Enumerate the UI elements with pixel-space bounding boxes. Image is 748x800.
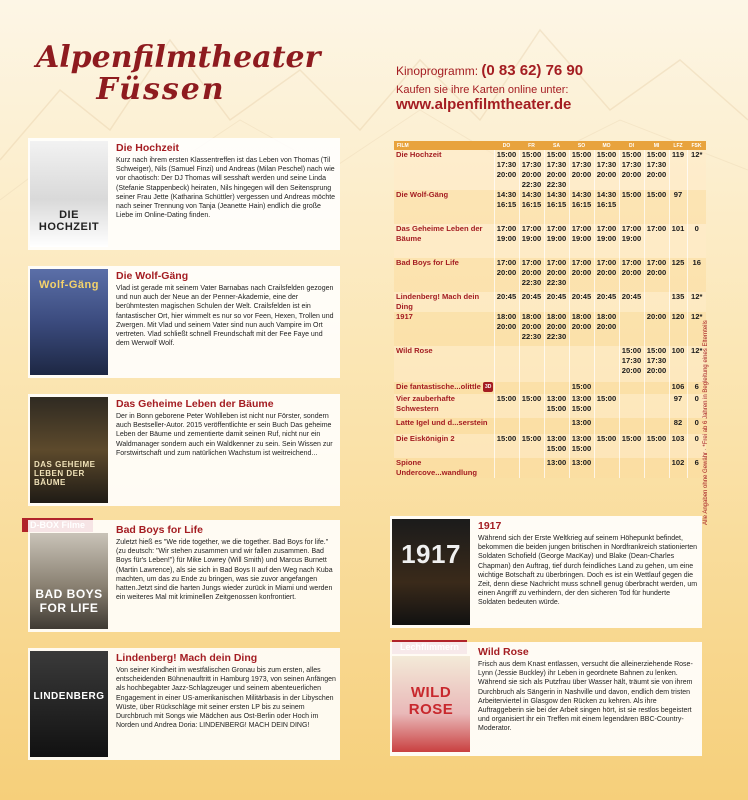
poster-title: LINDENBERG	[33, 691, 105, 702]
schedule-cell-fr: 17:00 20:00 22:30	[519, 258, 544, 292]
schedule-cell-di: 17:00 20:00	[619, 258, 644, 292]
schedule-cell-mi: 15:00	[644, 190, 669, 224]
film-name-text: Das Geheime Leben der Bäume	[396, 224, 483, 243]
schedule-cell-sa	[544, 346, 569, 382]
schedule-cell-mo: 17:00 20:00	[594, 258, 619, 292]
badge-3d: 3D	[484, 384, 492, 390]
poster-wolf-gaeng	[30, 269, 108, 375]
film-card-lindenberg	[28, 648, 340, 760]
schedule-cell-fsk: 12*	[687, 312, 706, 346]
schedule-cell-mo: 20:45	[594, 292, 619, 312]
schedule-cell-so: 17:00 19:00	[569, 224, 594, 258]
schedule-row	[394, 224, 706, 258]
schedule-film-name	[394, 346, 494, 382]
schedule-cell-sa	[544, 382, 569, 394]
schedule-cell-so: 20:45	[569, 292, 594, 312]
film-title: 1917	[478, 520, 502, 532]
schedule-cell-lfz: 106	[669, 382, 687, 394]
schedule-cell-mo: 18:00 20:00	[594, 312, 619, 346]
film-name-text: Die fantastische...olittle	[396, 382, 481, 391]
schedule-cell-lfz: 125	[669, 258, 687, 292]
schedule-cell-sa: 20:45	[544, 292, 569, 312]
schedule-cell-di	[619, 382, 644, 394]
schedule-cell-fr: 18:00 20:00 22:30	[519, 312, 544, 346]
film-card-wolf-gaeng	[28, 266, 340, 378]
header-lfz: LFZ	[669, 141, 687, 150]
film-title: Das Geheime Leben der Bäume	[116, 398, 274, 410]
schedule-row	[394, 190, 706, 224]
header-film: FILM	[394, 141, 494, 150]
film-name-text: Die Hochzeit	[396, 150, 442, 159]
schedule-cell-mi: 17:00	[644, 224, 669, 258]
header-sa: SA	[544, 141, 569, 150]
schedule-cell-do: 20:45	[494, 292, 519, 312]
schedule-cell-sa: 15:00 17:30 20:00 22:30	[544, 150, 569, 190]
schedule-cell-fsk: 6	[687, 382, 706, 394]
schedule-cell-sa: 14:30 16:15	[544, 190, 569, 224]
schedule-cell-sa: 13:00 15:00	[544, 394, 569, 418]
schedule-film-name	[394, 418, 494, 434]
tickets-label: Kaufen sie ihre Karten online unter:	[396, 84, 569, 96]
schedule-cell-fr: 15:00 17:30 20:00 22:30	[519, 150, 544, 190]
featured-card-1917	[390, 516, 702, 628]
schedule-cell-so: 17:00 20:00	[569, 258, 594, 292]
poster-geheime-leben	[30, 397, 108, 503]
film-title: Wild Rose	[478, 646, 529, 658]
schedule-cell-mi: 15:00 17:30 20:00	[644, 150, 669, 190]
film-description: Vlad ist gerade mit seinem Vater Barnabas nach Crailsfelden gezogen und nun auch der Neue an der Penner-Akademie, eine der berühmtesten magischen Schulen der Welt. Crailsfelden ist ein fantastischer Ort, hier wimmelt es nur so vor Feen, Hexen, Trollen und Zwergen. Mit Vlad und seinem Vater sind nun auch Vampire im Ort vertreten. Vlad schließt schnell Freundschaft mit der Fee Faye und dem Werwolf Wolf.	[116, 285, 334, 348]
schedule-film-name	[394, 224, 494, 258]
schedule-cell-so: 13:00	[569, 458, 594, 478]
schedule-row	[394, 458, 706, 478]
film-card-die-hochzeit	[28, 138, 340, 250]
schedule-row	[394, 312, 706, 346]
schedule-film-name	[394, 382, 494, 394]
schedule-cell-lfz: 103	[669, 434, 687, 458]
schedule-film-name	[394, 434, 494, 458]
schedule-cell-so: 13:00 15:00	[569, 394, 594, 418]
schedule-cell-mo	[594, 382, 619, 394]
schedule-cell-fsk: 0	[687, 434, 706, 458]
film-title: Bad Boys for Life	[116, 524, 203, 536]
film-title: Die Hochzeit	[116, 142, 180, 154]
schedule-cell-mi: 15:00	[644, 434, 669, 458]
film-name-text: Die Wolf-Gäng	[396, 190, 449, 199]
schedule-table	[394, 141, 706, 478]
schedule-cell-mi	[644, 418, 669, 434]
schedule-cell-fr	[519, 382, 544, 394]
poster-title: DAS GEHEIME LEBEN DER BÄUME	[34, 460, 96, 487]
schedule-cell-so: 18:00 20:00	[569, 312, 594, 346]
schedule-cell-di	[619, 312, 644, 346]
schedule-cell-so	[569, 346, 594, 382]
schedule-cell-di: 15:00 17:30 20:00	[619, 150, 644, 190]
header-fr: FR	[519, 141, 544, 150]
poster-1917	[392, 519, 470, 625]
film-name-text: Bad Boys for Life	[396, 258, 459, 267]
schedule-cell-do	[494, 382, 519, 394]
schedule-cell-mo: 17:00 19:00	[594, 224, 619, 258]
cinema-logo	[36, 40, 321, 107]
film-name-text: Die Eiskönigin 2	[396, 434, 455, 443]
schedule-row	[394, 292, 706, 312]
schedule-row	[394, 394, 706, 418]
schedule-cell-do: 17:00 20:00	[494, 258, 519, 292]
schedule-cell-do: 15:00	[494, 394, 519, 418]
header-do: DO	[494, 141, 519, 150]
schedule-cell-do: 18:00 20:00	[494, 312, 519, 346]
footnote-vertical: Alle Angaben ohne Gewähr · *Frei ab 6 Jahren in Begleitung eines Elternteils	[703, 320, 709, 525]
schedule-cell-lfz: 97	[669, 394, 687, 418]
schedule-cell-sa: 17:00 20:00 22:30	[544, 258, 569, 292]
schedule-cell-so: 14:30 16:15	[569, 190, 594, 224]
schedule-cell-fr: 15:00	[519, 434, 544, 458]
film-name-text: Lindenberg! Mach dein Ding	[396, 292, 480, 311]
phone-number: (0 83 62) 76 90	[481, 62, 584, 79]
schedule-cell-fsk: 0	[687, 418, 706, 434]
schedule-cell-do: 17:00 19:00	[494, 224, 519, 258]
schedule-cell-do	[494, 346, 519, 382]
schedule-cell-fr: 20:45	[519, 292, 544, 312]
schedule-cell-mo: 14:30 16:15	[594, 190, 619, 224]
poster-title: Wolf-Gäng	[39, 279, 99, 291]
featured-card-wild-rose	[390, 642, 702, 756]
schedule-cell-mo	[594, 346, 619, 382]
schedule-cell-mi: 17:00 20:00	[644, 258, 669, 292]
film-description: Frisch aus dem Knast entlassen, versucht die alleinerziehende Rose-Lynn (Jessie Buckley) ihr Leben in geordnete Bahnen zu lenken. Während sie sich als Putzfrau über Wasser hält, träumt sie von ihrem Durchbruch als Sängerin in Nashville und davon, endlich dem tristen Arbeiterviertel in Glasgow den Rücken zu kehren. Als ihre Auftraggeberin sie bei der Arbeit singen hört, ist sie restlos begeistert und organisiert ihr ein Treffen mit einem legendären BBC-Country-Moderator.	[478, 661, 693, 733]
film-description: Während sich der Erste Weltkrieg auf seinem Höhepunkt befindet, bekommen die beiden jungen britischen in Nordfrankreich stationierten Soldaten Schofield (George MacKay) und Blake (Dean-Charles Chapman) den Auftrag, tief durch feindliches Land zu gehen, um eine wichtige Botschaft zu überbringen. Doch es ist ein Wettlauf gegen die Zeit, denn diese Nachricht muss schnell genug überbracht werden, um einen Angriff zu verhindern, der den sicheren Tod für hunderte Soldaten bedeuten würde.	[478, 535, 698, 607]
schedule-film-name	[394, 150, 494, 190]
schedule-row	[394, 382, 706, 394]
schedule-film-name	[394, 292, 494, 312]
schedule-cell-mo: 15:00 17:30 20:00	[594, 150, 619, 190]
poster-wild-rose	[392, 656, 470, 752]
schedule-cell-fr: 14:30 16:15	[519, 190, 544, 224]
schedule-cell-lfz: 97	[669, 190, 687, 224]
schedule-cell-di: 15:00 17:30 20:00	[619, 346, 644, 382]
schedule-film-name	[394, 394, 494, 418]
schedule-cell-mi	[644, 394, 669, 418]
schedule-cell-fsk: 0	[687, 394, 706, 418]
schedule-cell-so: 15:00 17:30 20:00	[569, 150, 594, 190]
schedule-cell-fsk: 12*	[687, 292, 706, 312]
film-name-text: Spione Undercove...wandlung	[396, 458, 478, 477]
header-mo: MO	[594, 141, 619, 150]
schedule-cell-fsk: 12*	[687, 150, 706, 190]
film-name-text: Wild Rose	[396, 346, 433, 355]
schedule-cell-mo	[594, 458, 619, 478]
header-di: DI	[619, 141, 644, 150]
schedule-row	[394, 150, 706, 190]
schedule-cell-do: 15:00 17:30 20:00	[494, 150, 519, 190]
logo-title: Alpenfilmtheater	[36, 40, 321, 75]
poster-title: 1917	[401, 539, 461, 569]
poster-bad-boys	[30, 533, 108, 629]
film-title: Lindenberg! Mach dein Ding	[116, 652, 258, 664]
phone-label: Kinoprogramm:	[396, 64, 479, 78]
schedule-cell-do: 15:00	[494, 434, 519, 458]
film-description: Von seiner Kindheit im westfälischen Gronau bis zum ersten, alles entscheidenden Bühnenauftritt in Hamburg 1973, von seinen Anfängen als hochbegabter Jazz-Schlagzeuger und seinem abenteuerlichen Engagement in einer US-amerikanischen Militärbasis in der Libyschen Wüste, über Rückschläge mit seiner ersten LP bis zu seinem Durchbruch mit Songs wie Mädchen aus Ost-Berlin oder Hoch im Norden und Andrea Doria: LINDENBERG! MACH DEIN DING!	[116, 667, 336, 730]
schedule-cell-di	[619, 458, 644, 478]
schedule-cell-sa: 13:00 15:00	[544, 434, 569, 458]
film-description: Zuletzt hieß es "We ride together, we die together. Bad Boys for life." (zu deutsch: "Wir stehen zusammen und wir fallen zusammen. Bad Boys für's Leben!") für Mike Lowrey (Will Smith) und Marcus Burnett (Martin Lawrence), als sie sich in Bad Boys II auf den Weg nach Kuba machten, um das zu Ende zu bringen, was sie zuvor angefangen hatten.Jetzt sind die harten Jungs wieder zurück in Miami und werden ein weiteres Mal mit kriminellen Zeitgenossen konfrontiert.	[116, 539, 333, 602]
schedule-cell-di: 20:45	[619, 292, 644, 312]
film-description: Der in Bonn geborene Peter Wohlleben ist nicht nur Förster, sondern auch Bestseller-Autor. 2015 veröffentlichte er sein Buch Das geheime Leben der Bäume und zementierte damit seinen Ruf, nicht nur ein Waldmanager sondern auch ein Waldkenner zu sein. Sein Wissen zur Forstwirtschaft und zum natürlichen Wachstum ist weitreichend...	[116, 413, 333, 457]
schedule-cell-lfz: 100	[669, 346, 687, 382]
poster-title: BAD BOYS FOR LIFE	[35, 587, 103, 615]
schedule-cell-mi	[644, 292, 669, 312]
schedule-row	[394, 258, 706, 292]
website-link[interactable]: www.alpenfilmtheater.de	[396, 96, 572, 113]
film-name-text: Latte Igel und d...serstein	[396, 418, 488, 427]
schedule-cell-lfz: 120	[669, 312, 687, 346]
schedule-cell-lfz: 119	[669, 150, 687, 190]
schedule-cell-lfz: 82	[669, 418, 687, 434]
poster-title: WILD ROSE	[408, 684, 454, 718]
schedule-cell-sa	[544, 418, 569, 434]
schedule-cell-di: 15:00	[619, 190, 644, 224]
logo-city: Füssen	[96, 71, 226, 107]
schedule-cell-so: 15:00	[569, 382, 594, 394]
schedule-film-name	[394, 312, 494, 346]
schedule-cell-mo: 15:00	[594, 434, 619, 458]
schedule-cell-fsk: 12*	[687, 346, 706, 382]
film-card-bad-boys	[28, 520, 340, 632]
schedule-cell-sa: 18:00 20:00 22:30	[544, 312, 569, 346]
schedule-cell-fsk: 0	[687, 224, 706, 258]
schedule-cell-fr	[519, 458, 544, 478]
film-name-text: 1917	[396, 312, 413, 321]
film-card-geheime-leben	[28, 394, 340, 506]
schedule-cell-fr	[519, 418, 544, 434]
schedule-row	[394, 346, 706, 382]
contact-block	[396, 62, 741, 113]
schedule-cell-fr: 15:00	[519, 394, 544, 418]
schedule-cell-fsk: 6	[687, 458, 706, 478]
schedule-cell-lfz: 135	[669, 292, 687, 312]
schedule-cell-di	[619, 418, 644, 434]
schedule-cell-mi: 15:00 17:30 20:00	[644, 346, 669, 382]
schedule-header-row	[394, 141, 706, 150]
header-fsk: FSK	[687, 141, 706, 150]
schedule-cell-fsk: 16	[687, 258, 706, 292]
schedule-film-name	[394, 258, 494, 292]
schedule-cell-do	[494, 418, 519, 434]
film-name-text: Vier zauberhafte Schwestern	[396, 394, 455, 413]
schedule-cell-do: 14:30 16:15	[494, 190, 519, 224]
schedule-cell-so: 13:00	[569, 418, 594, 434]
poster-die-hochzeit	[30, 141, 108, 247]
schedule-film-name	[394, 190, 494, 224]
schedule-cell-lfz: 101	[669, 224, 687, 258]
schedule-cell-mi: 20:00	[644, 312, 669, 346]
schedule-cell-sa: 17:00 19:00	[544, 224, 569, 258]
poster-lindenberg	[30, 651, 108, 757]
schedule-row	[394, 434, 706, 458]
schedule-cell-mi	[644, 382, 669, 394]
schedule-cell-mi	[644, 458, 669, 478]
schedule-film-name	[394, 458, 494, 478]
film-title: Die Wolf-Gäng	[116, 270, 189, 282]
schedule-cell-so: 13:00 15:00	[569, 434, 594, 458]
schedule-cell-fsk	[687, 190, 706, 224]
schedule-cell-di	[619, 394, 644, 418]
schedule-cell-sa: 13:00	[544, 458, 569, 478]
header-so: SO	[569, 141, 594, 150]
schedule-cell-mo: 15:00	[594, 394, 619, 418]
schedule-row	[394, 418, 706, 434]
schedule-cell-fr	[519, 346, 544, 382]
schedule-cell-fr: 17:00 19:00	[519, 224, 544, 258]
schedule-cell-mo	[594, 418, 619, 434]
schedule-cell-lfz: 102	[669, 458, 687, 478]
schedule-cell-di: 15:00	[619, 434, 644, 458]
schedule-cell-di: 17:00 19:00	[619, 224, 644, 258]
schedule-cell-do	[494, 458, 519, 478]
header-mi: MI	[644, 141, 669, 150]
film-description: Kurz nach ihrem ersten Klassentreffen ist das Leben von Thomas (Til Schweiger), Nils (Samuel Finzi) und Andreas (Milan Peschel) nach wie vor chaotisch: Der DJ Thomas will sesshaft werden und seine Linda (Stefanie Stappenbeck) heiraten, Nils hingegen will den Seitensprung seiner Frau Jette (Katharina Schüttler) vergessen und Andreas möchte nach seiner Trennung von Tanja (Jeanette Hain) endlich die große Liebe im Online-Dating finden.	[116, 157, 336, 220]
poster-title: DIE HOCHZEIT	[38, 209, 100, 233]
